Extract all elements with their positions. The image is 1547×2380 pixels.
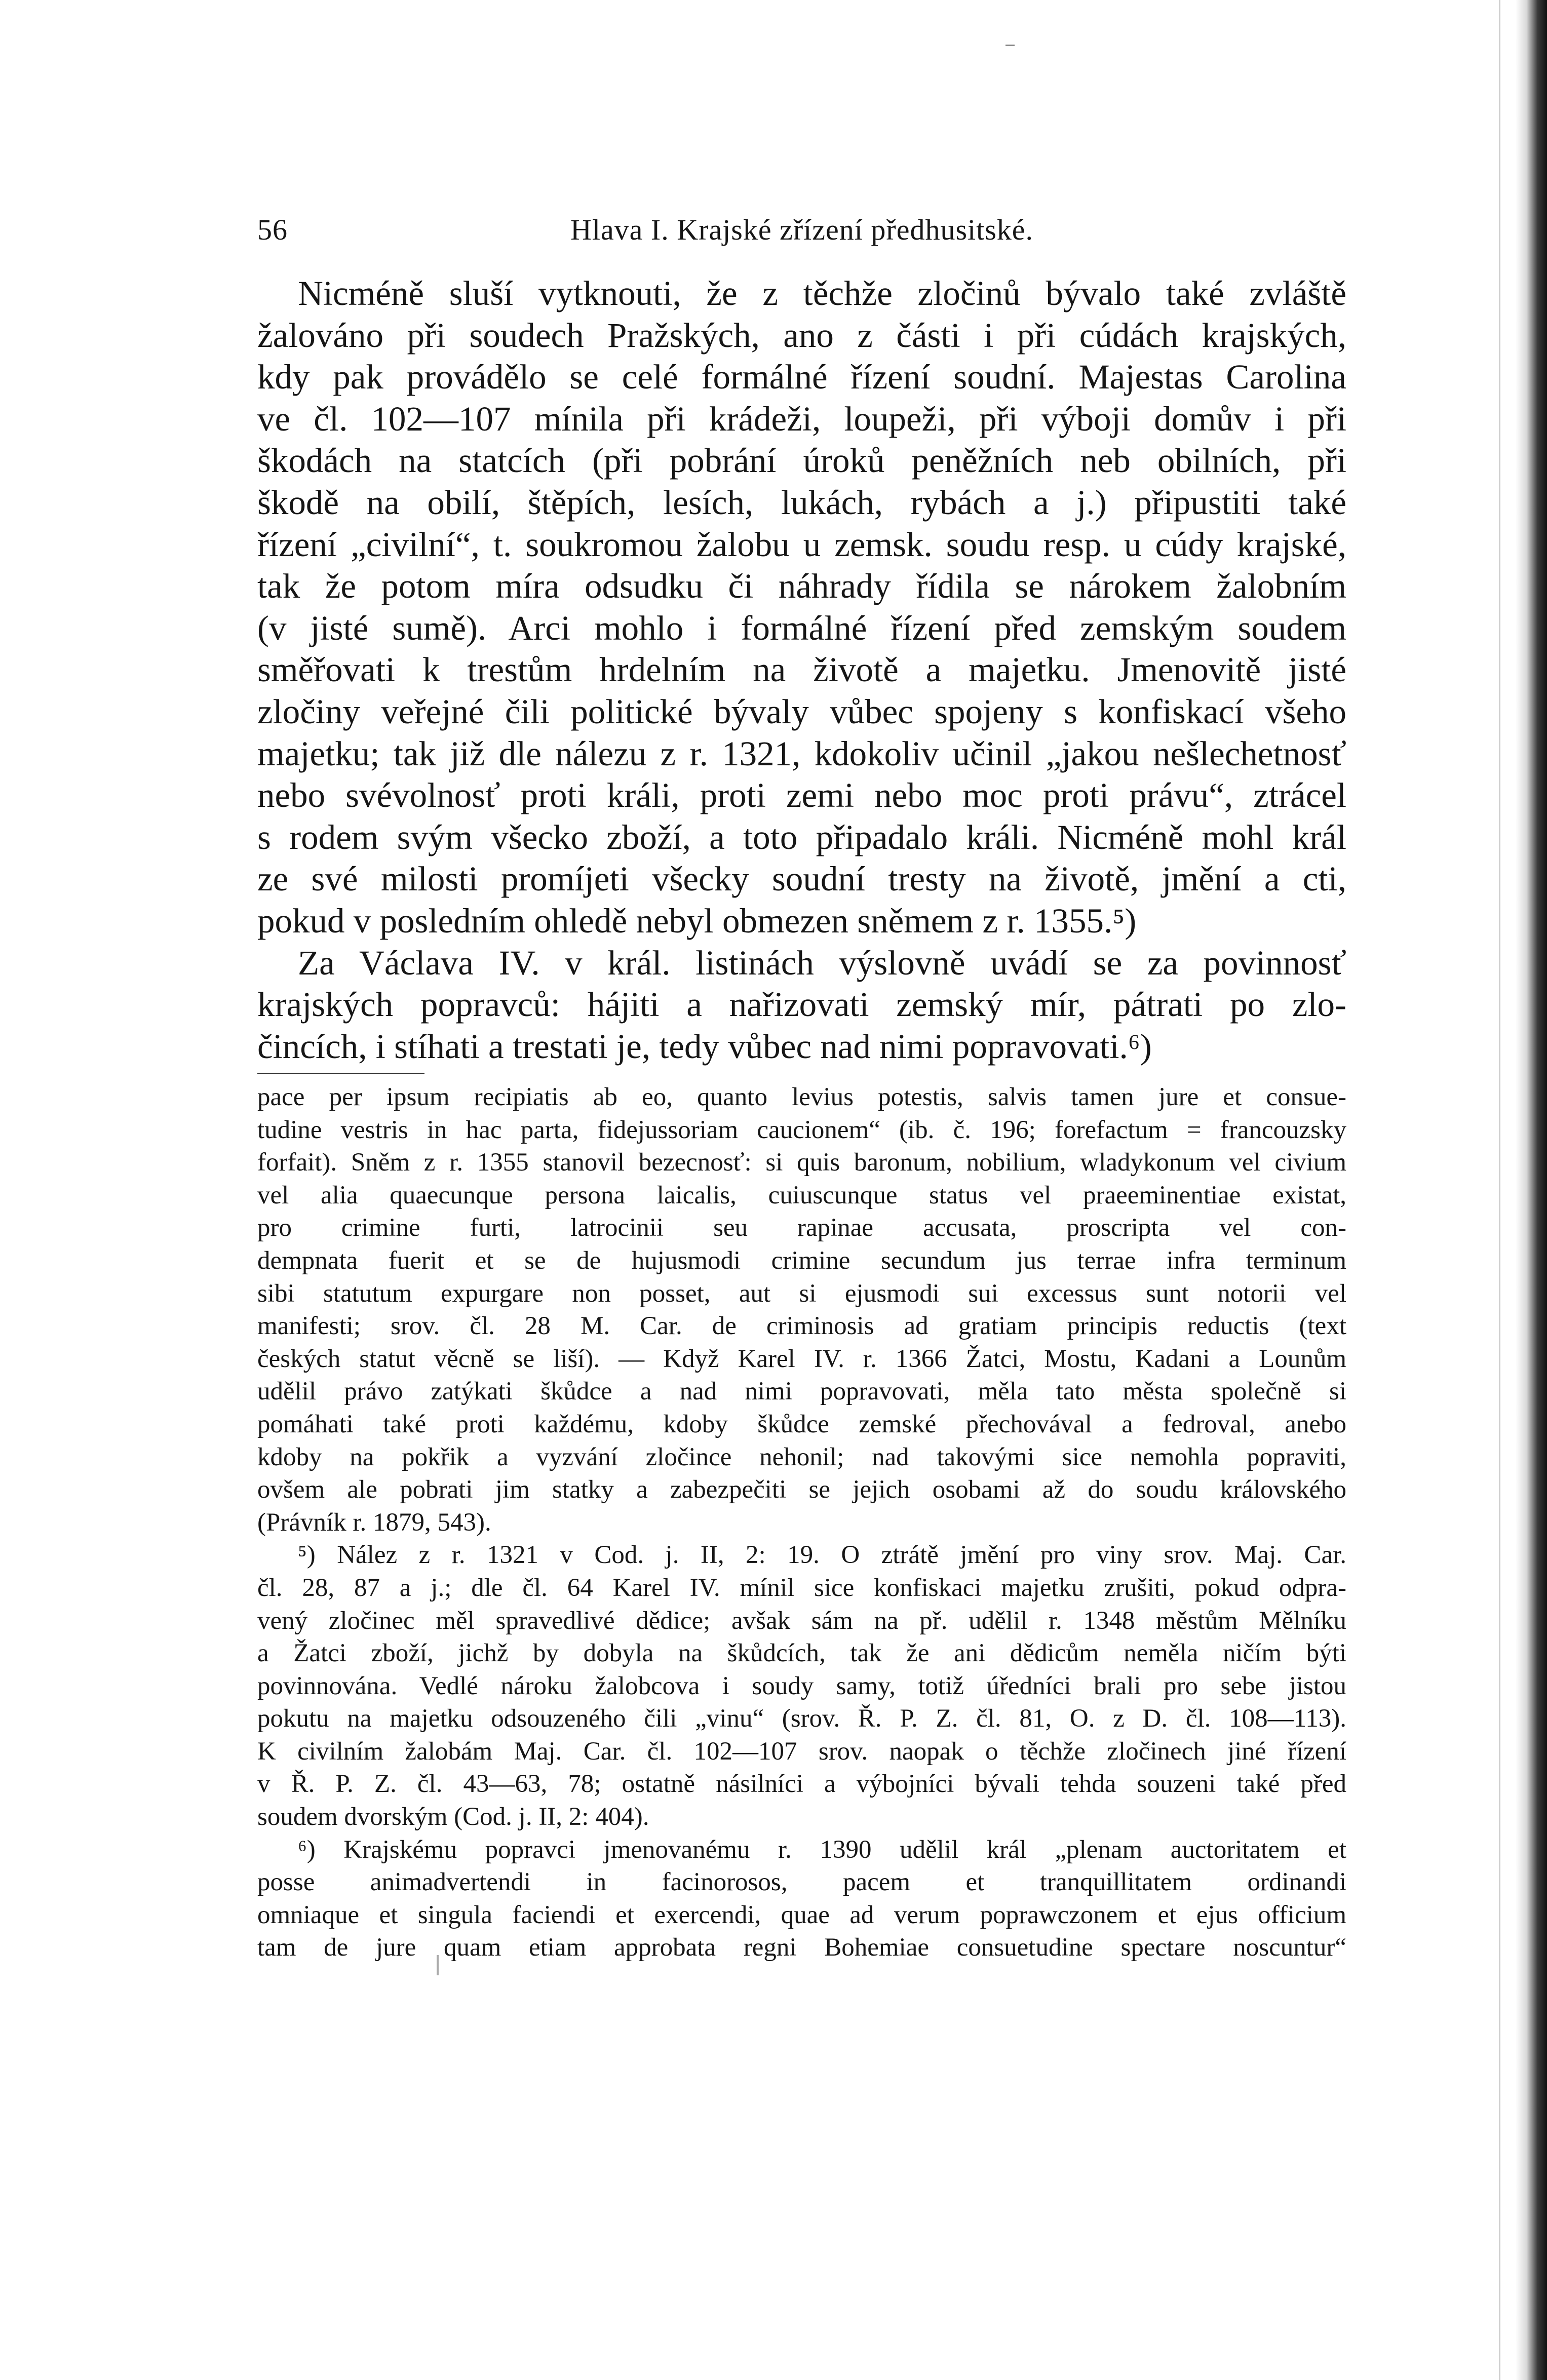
footnote-line: ⁶) Krajskému popravci jmenovanému r. 1390 udělil král „plenam auctoritatem et [298,1835,1346,1864]
main-text-line: kdy pak provádělo se celé formálné řízení soudní. Majestas Carolina [257,358,1346,397]
main-text-line: řízení „civilní“, t. soukromou žalobu u zemsk. soudu resp. u cúdy krajské, [257,525,1346,564]
footnote-line: posse animadvertendi in facinorosos, pacem et tranquillitatem ordinandi [257,1868,1346,1897]
footnote-line: čl. 28, 87 a j.; dle čl. 64 Karel IV. mínil sice konfiskaci majetku zrušiti, pokud odpra- [257,1573,1346,1602]
footnotes [257,1081,1346,1964]
footnote-line: v Ř. P. Z. čl. 43—63, 78; ostatně násilníci a výbojníci bývali tehda souzeni také před [257,1770,1346,1799]
main-text-line: žalováno při soudech Pražských, ano z části i při cúdách krajských, [257,316,1346,355]
footnote-line: K civilním žalobám Maj. Car. čl. 102—107 srov. naopak o těchže zločinech jiné řízení [257,1737,1346,1766]
main-text-line: zločiny veřejné čili politické bývaly vůbec spojeny s konfiskací všeho [257,692,1346,731]
main-text-line: Nicméně sluší vytknouti, že z těchže zločinů bývalo také zvláště [298,274,1346,313]
footnote-line: vel alia quaecunque persona laicalis, cuiuscunque status vel praeeminentiae existat, [257,1181,1346,1209]
footnote-line: pace per ipsum recipiatis ab eo, quanto levius potestis, salvis tamen jure et consue- [257,1083,1346,1111]
footnote-line: českých statut věcně se liší). — Když Karel IV. r. 1366 Žatci, Mostu, Kadani a Lounům [257,1344,1346,1373]
main-text-line: škodě na obilí, štěpích, lesích, lukách, rybách a j.) připustiti také [257,483,1346,522]
footnote-line: sibi statutum expurgare non posset, aut si ejusmodi sui excessus sunt notorii vel [257,1279,1346,1308]
main-text-line: Za Václava IV. v král. listinách výslovně uvádí se za povinnosť [298,943,1346,982]
scan-page-edge [1516,0,1547,2380]
footnote-separator [257,1073,424,1074]
main-text-line: pokud v posledním ohledě nebyl obmezen sněmem z r. 1355.⁵) [257,901,1137,940]
main-text-line: směřovati k trestům hrdelním na životě a majetku. Jmenovitě jisté [257,650,1346,689]
main-text [257,272,1346,1067]
page-number: 56 [257,213,288,246]
main-text-line: ze své milosti promíjeti všecky soudní tresty na životě, jmění a cti, [257,860,1346,899]
main-text-line: ve čl. 102—107 mínila při krádeži, loupeži, při výboji domův i při [257,399,1346,438]
footnote-line: ovšem ale pobrati jim statky a zabezpečiti se jejich osobami až do soudu královského [257,1475,1346,1504]
running-title: Hlava I. Krajské zřízení předhusitské. [570,213,1034,246]
main-text-line: krajských popravců: hájiti a nařizovati zemský mír, pátrati po zlo- [257,985,1346,1024]
main-text-line: (v jisté sumě). Arci mohlo i formálné řízení před zemským soudem [257,608,1346,647]
footnote-line: kdoby na pokřik a vyzvání zločince nehonil; nad takovými sice nemohla popraviti, [257,1442,1346,1471]
footnote-line: vený zločinec měl spravedlivé dědice; avšak sám na př. udělil r. 1348 městům Mělníku [257,1606,1346,1635]
footnote-line: a Žatci zboží, jichž by dobyla na škůdcích, tak že ani dědicům neměla ničím býti [257,1639,1346,1668]
footnote-line: pomáhati také proti každému, kdoby škůdce zemské přechovával a fedroval, anebo [257,1410,1346,1438]
footnote-line: ⁵) Nález z r. 1321 v Cod. j. II, 2: 19. O ztrátě jmění pro viny srov. Maj. Car. [298,1541,1346,1570]
main-text-line: škodách na statcích (při pobrání úroků peněžních neb obilních, při [257,441,1346,480]
main-text-line: čincích, i stíhati a trestati je, tedy vůbec nad nimi popravovati.⁶) [257,1027,1152,1066]
footnote-line: pokutu na majetku odsouzeného čili „vinu“ (srov. Ř. P. Z. čl. 81, O. z D. čl. 108—113). [257,1704,1346,1733]
footnote-line: tam de jure quam etiam approbata regni Bohemiae consuetudine spectare noscuntur“ [257,1933,1346,1962]
footnote-line: pro crimine furti, latrocinii seu rapinae accusata, proscripta vel con- [257,1214,1346,1242]
running-header [257,213,1346,253]
scan-speck [1005,45,1015,46]
main-text-line: majetku; tak již dle nálezu z r. 1321, kdokoliv učinil „jakou nešlechetnosť [257,734,1346,773]
main-text-line: tak že potom míra odsudku či náhrady řídila se nárokem žalobním [257,567,1346,606]
footnote-line: (Právník r. 1879, 543). [257,1508,491,1537]
footnote-line: udělil právo zatýkati škůdce a nad nimi popravovati, měla tato města společně si [257,1377,1346,1406]
main-text-line: s rodem svým všecko zboží, a toto připadalo králi. Nicméně mohl král [257,817,1346,856]
footnote-line: dempnata fuerit et se de hujusmodi crimine secundum jus terrae infra terminum [257,1246,1346,1275]
footnote-line: omniaque et singula faciendi et exercendi, quae ad verum poprawczonem et ejus officium [257,1900,1346,1929]
footnote-line: soudem dvorským (Cod. j. II, 2: 404). [257,1803,649,1831]
footnote-line: povinnována. Vedlé nároku žalobcova i soudy samy, totiž úředníci brali pro sebe jistou [257,1671,1346,1700]
footnote-line: manifesti; srov. čl. 28 M. Car. de criminosis ad gratiam principis reductis (text [257,1312,1346,1341]
footnote-line: tudine vestris in hac parta, fidejussoriam caucionem“ (ib. č. 196; forefactum = francouzsky [257,1115,1346,1144]
main-text-line: nebo svévolnosť proti králi, proti zemi nebo moc proti právu“, ztrácel [257,776,1346,815]
footnote-line: forfait). Sněm z r. 1355 stanovil bezecnosť: si quis baronum, nobilium, wladykonum vel civium [257,1148,1346,1177]
scan-fold-line [1499,0,1500,2380]
